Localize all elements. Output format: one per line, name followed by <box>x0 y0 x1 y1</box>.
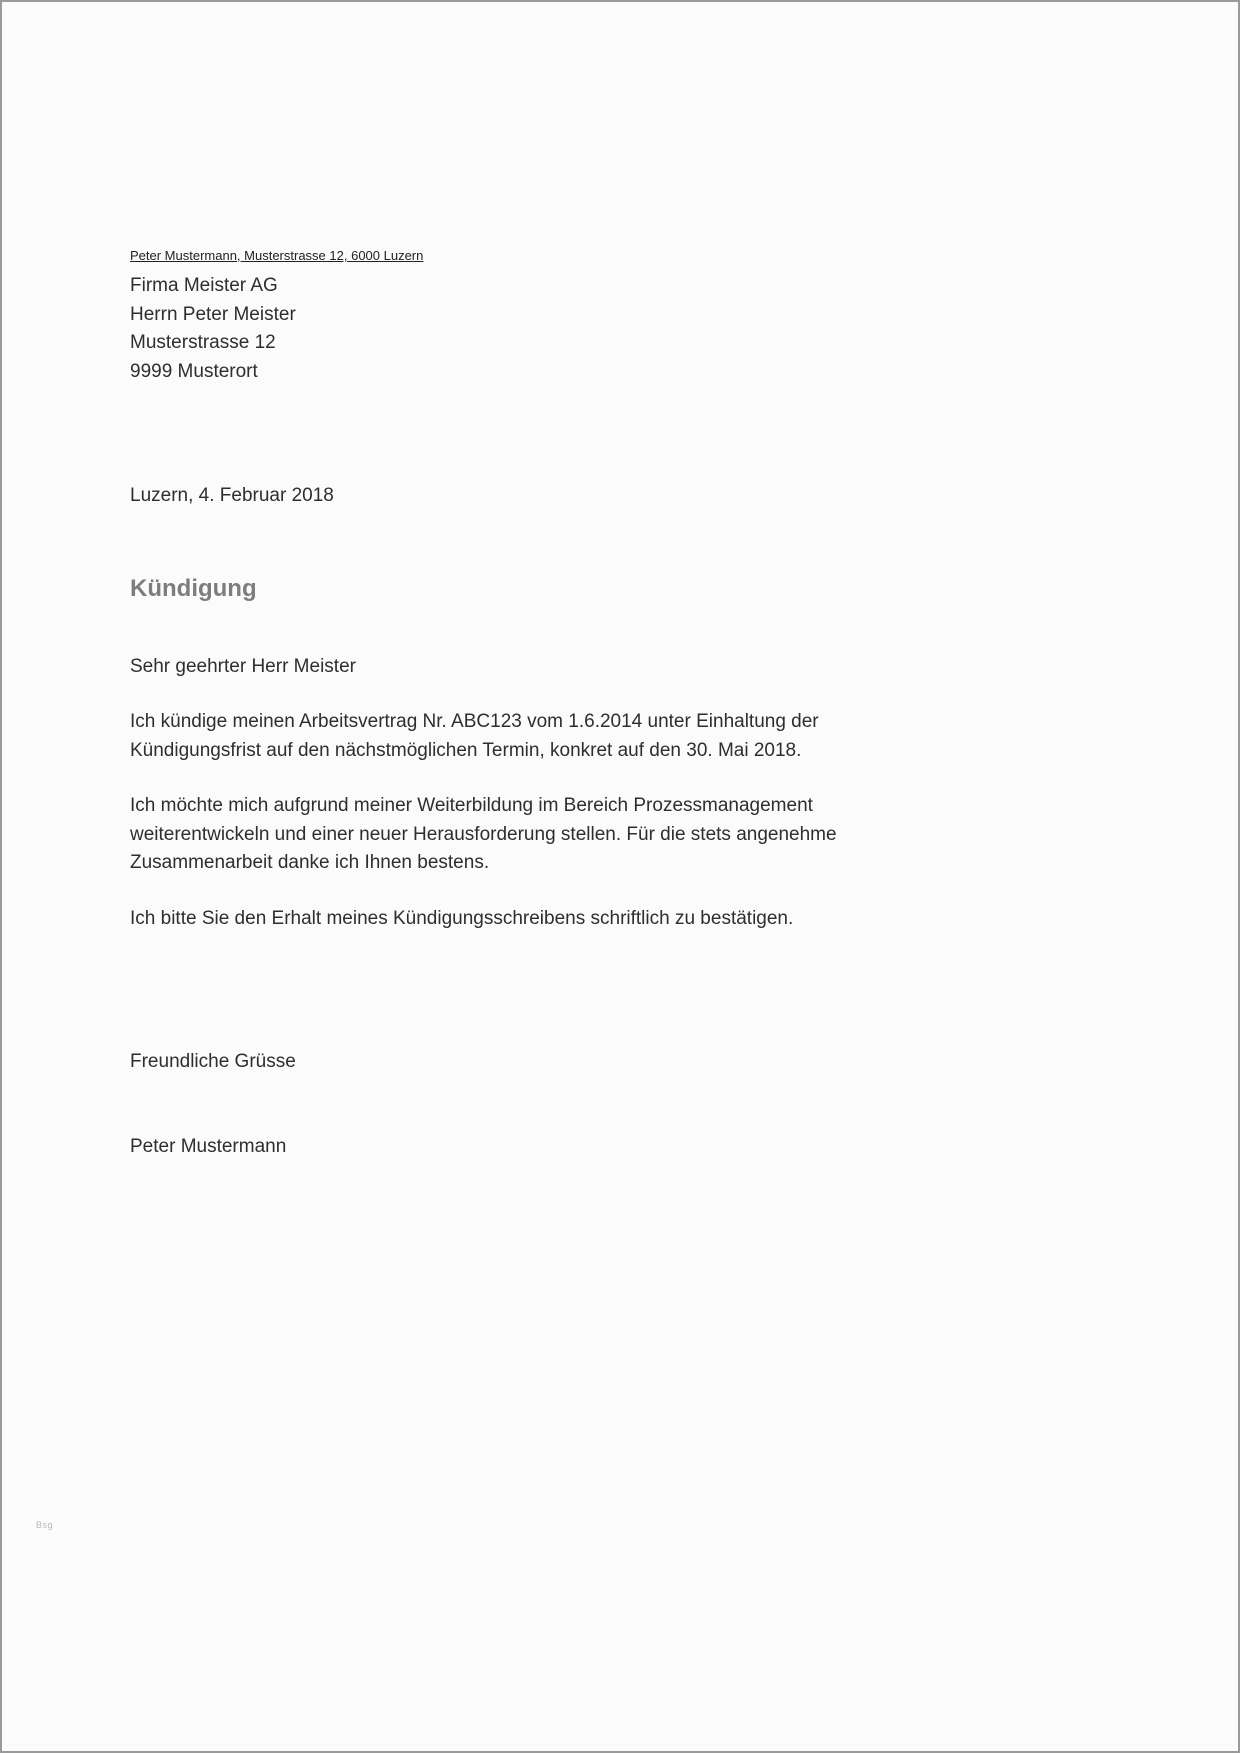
closing-line: Freundliche Grüsse <box>130 1051 296 1072</box>
date-line: Luzern, 4. Februar 2018 <box>130 485 334 506</box>
recipient-address-block <box>130 272 905 386</box>
recipient-name: Herrn Peter Meister <box>130 303 296 325</box>
body-paragraph-3: Ich bitte Sie den Erhalt meines Kündigungsschreibens schriftlich zu bestätigen. <box>130 907 794 929</box>
recipient-company: Firma Meister AG <box>130 275 278 296</box>
recipient-city: 9999 Musterort <box>130 360 258 382</box>
body-paragraph-1: Ich kündige meinen Arbeitsvertrag Nr. ABC123 vom 1.6.2014 unter Einhaltung der Kündigungsfrist auf den nächstmöglichen Termin, konkret auf den 30. Mai 2018. <box>130 711 819 761</box>
body-paragraph-2: Ich möchte mich aufgrund meiner Weiterbildung im Bereich Prozessmanagement weiterentwickeln und einer neuer Herausforderung stellen. Für die stets angenehme Zusammenarbeit danke ich Ihnen bestens. <box>130 795 837 873</box>
recipient-street: Musterstrasse 12 <box>130 332 276 353</box>
footer-watermark: Bsg <box>36 1520 54 1530</box>
signature-name: Peter Mustermann <box>130 1136 287 1157</box>
sender-address-line: Peter Mustermann, Musterstrasse 12, 6000 Luzern <box>130 248 424 263</box>
salutation: Sehr geehrter Herr Meister <box>130 656 356 677</box>
subject-heading: Kündigung <box>130 575 257 602</box>
letter-body <box>130 247 905 1161</box>
